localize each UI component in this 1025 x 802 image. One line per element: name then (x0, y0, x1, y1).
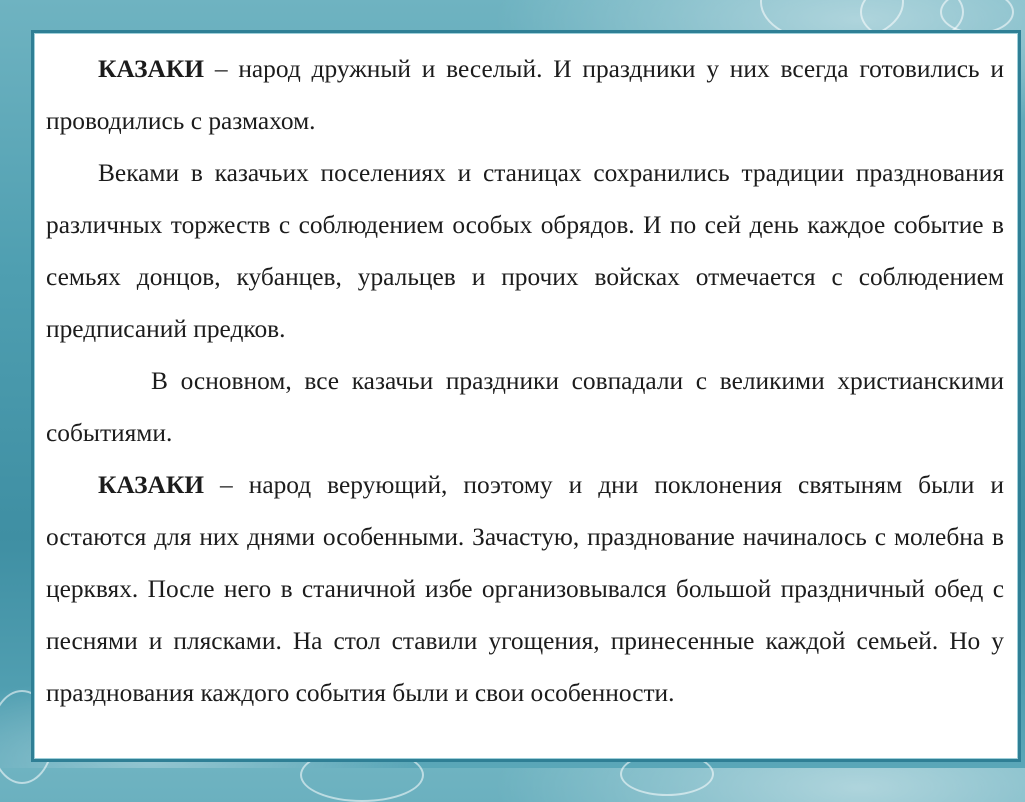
paragraph-text: Веками в казачьих поселениях и станицах сохранились традиции празднования различных торжеств с соблюдением особых обрядов. И по сей день каждое событие в семьях донцов, кубанцев, уральцев и прочих войсках отмечается с соблюдением предписаний предков. (46, 159, 1004, 343)
paragraph-3 (46, 355, 1004, 459)
paragraph-lead: КАЗАКИ (98, 55, 205, 83)
paragraph-text: В основном, все казачьи праздники совпадали с великими христианскими событиями. (46, 367, 1004, 447)
paragraph-lead: КАЗАКИ (98, 471, 205, 499)
paragraph-text: – народ верующий, поэтому и дни поклонения святыням были и остаются для них днями особенными. Зачастую, празднование начиналось с молебна в церквях. После него в станичной избе организовывался большой праздничный обед с песнями и плясками. На стол ставили угощения, принесенные каждой семьей. Но у празднования каждого события были и свои особенности. (46, 471, 1004, 707)
paragraph-text: – народ дружный и веселый. И праздники у них всегда готовились и проводились с размахом. (46, 55, 1004, 135)
paragraph-4 (46, 459, 1004, 719)
paragraph-2 (46, 147, 1004, 355)
body-text (46, 43, 1004, 719)
text-panel (31, 30, 1021, 762)
paragraph-1 (46, 43, 1004, 147)
